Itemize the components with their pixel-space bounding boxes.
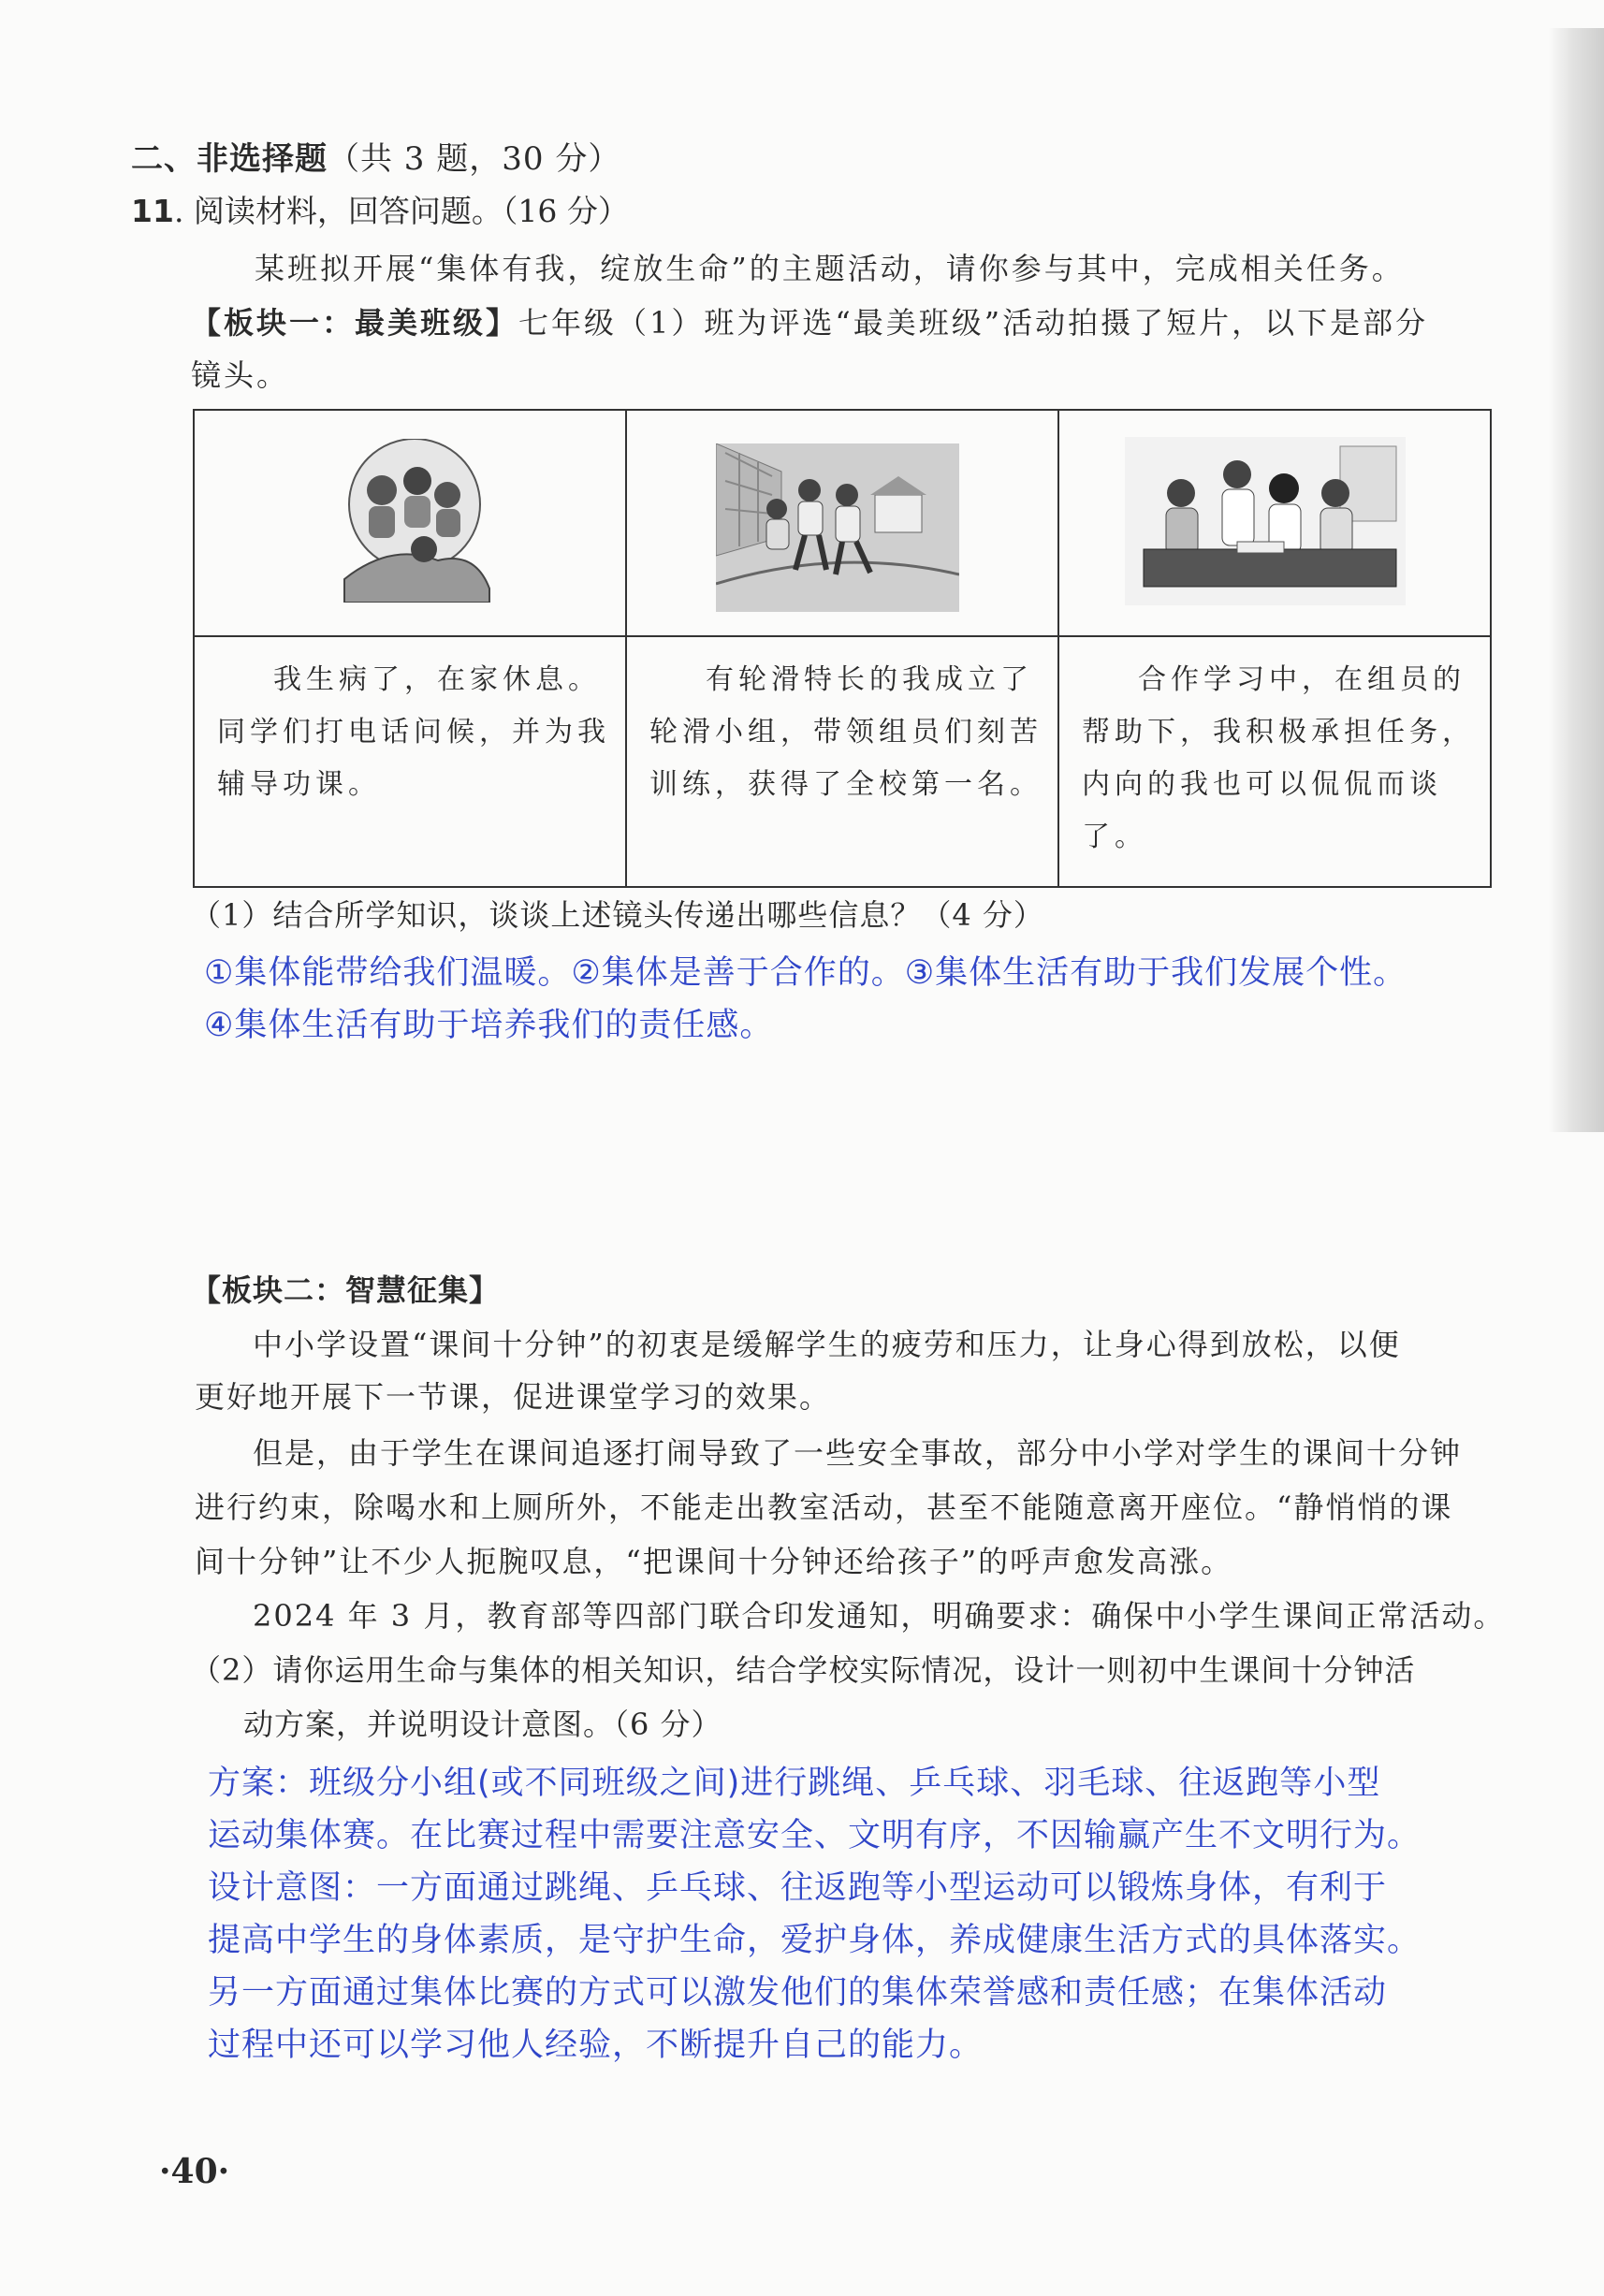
shot-caption-3: 合作学习中，在组员的帮助下，我积极承担任务，内向的我也可以侃侃而谈了。 [1058, 636, 1491, 887]
sub2-prompt-line1: （2）请你运用生命与集体的相关知识，结合学校实际情况，设计一则初中生课间十分钟活 [191, 1652, 1416, 1688]
block2-label: 【板块二：智慧征集】 [191, 1272, 501, 1308]
section-title [131, 133, 620, 179]
page-number: ·40· [159, 2152, 230, 2191]
shot-image-cell-3 [1058, 410, 1491, 636]
sub2-answer-line5: 另一方面通过集体比赛的方式可以激发他们的集体荣誉感和责任感；在集体活动 [208, 1974, 1388, 2012]
sub2-answer-line2: 运动集体赛。在比赛过程中需要注意安全、文明有序，不因输赢产生不文明行为。 [208, 1817, 1422, 1854]
block1-text-line1: 七年级（1）班为评选“最美班级”活动拍摄了短片，以下是部分 [518, 305, 1429, 341]
block2-p2-line2: 进行约束，除喝水和上厕所外，不能走出教室活动，甚至不能随意离开座位。“静悄悄的课 [195, 1489, 1453, 1525]
block1-label: 【板块一：最美班级】 [191, 305, 519, 341]
group-study-illustration-icon [1125, 437, 1406, 605]
section-meta: （共 3 题，30 分） [328, 140, 621, 178]
sub2-answer-line6: 过程中还可以学习他人经验，不断提升自己的能力。 [208, 2027, 984, 2064]
roller-skating-illustration-icon [716, 443, 959, 612]
sub1-answer-line2: ④集体生活有助于培养我们的责任感。 [204, 1007, 774, 1044]
sub1-answer-line1: ①集体能带给我们温暖。②集体是善于合作的。③集体生活有助于我们发展个性。 [204, 954, 1407, 992]
activity-intro: 某班拟开展“集体有我，绽放生命”的主题活动，请你参与其中，完成相关任务。 [255, 251, 1405, 286]
block2-p1-line1: 中小学设置“课间十分钟”的初衷是缓解学生的疲劳和压力，让身心得到放松，以便 [253, 1327, 1401, 1362]
sub2-answer-line3: 设计意图：一方面通过跳绳、乒乓球、往返跑等小型运动可以锻炼身体，有利于 [208, 1869, 1388, 1907]
block2-p2-line1: 但是，由于学生在课间追逐打闹导致了一些安全事故，部分中小学对学生的课间十分钟 [253, 1435, 1463, 1471]
sub2-prompt-line2: 动方案，并说明设计意图。（6 分） [243, 1707, 722, 1742]
phone-call-illustration-icon [335, 439, 494, 603]
section-title-text: 二、非选择题 [131, 140, 328, 178]
page-edge-shadow [1548, 28, 1604, 1132]
sub2-answer-line4: 提高中学生的身体素质，是守护生命，爱护身体，养成健康生活方式的具体落实。 [208, 1922, 1422, 1959]
block2-p3-line1: 2024 年 3 月，教育部等四部门联合印发通知，明确要求：确保中小学生课间正常活动。 [253, 1598, 1506, 1634]
sub1-prompt: （1）结合所学知识，谈谈上述镜头传递出哪些信息？（4 分） [191, 897, 1044, 933]
shot-image-cell-1 [194, 410, 626, 636]
shot-image-cell-2 [626, 410, 1058, 636]
shot-caption-1: 我生病了，在家休息。同学们打电话问候，并为我辅导功课。 [194, 636, 626, 887]
shot-caption-2: 有轮滑特长的我成立了轮滑小组，带领组员们刻苦训练，获得了全校第一名。 [626, 636, 1058, 887]
block2-p2-line3: 间十分钟”让不少人扼腕叹息，“把课间十分钟还给孩子”的呼声愈发高涨。 [195, 1544, 1233, 1579]
block2-p1-line2: 更好地开展下一节课，促进课堂学习的效果。 [195, 1379, 832, 1415]
block1-text-line2: 镜头。 [191, 357, 290, 393]
question-11-stem [131, 187, 629, 231]
question-stem-text: . 阅读材料，回答问题。（16 分） [173, 193, 629, 229]
block1-heading [191, 299, 1428, 342]
sub2-answer-line1: 方案：班级分小组(或不同班级之间)进行跳绳、乒乓球、羽毛球、往返跑等小型 [208, 1765, 1381, 1802]
question-number: 11 [131, 193, 174, 229]
shots-table [193, 409, 1492, 888]
